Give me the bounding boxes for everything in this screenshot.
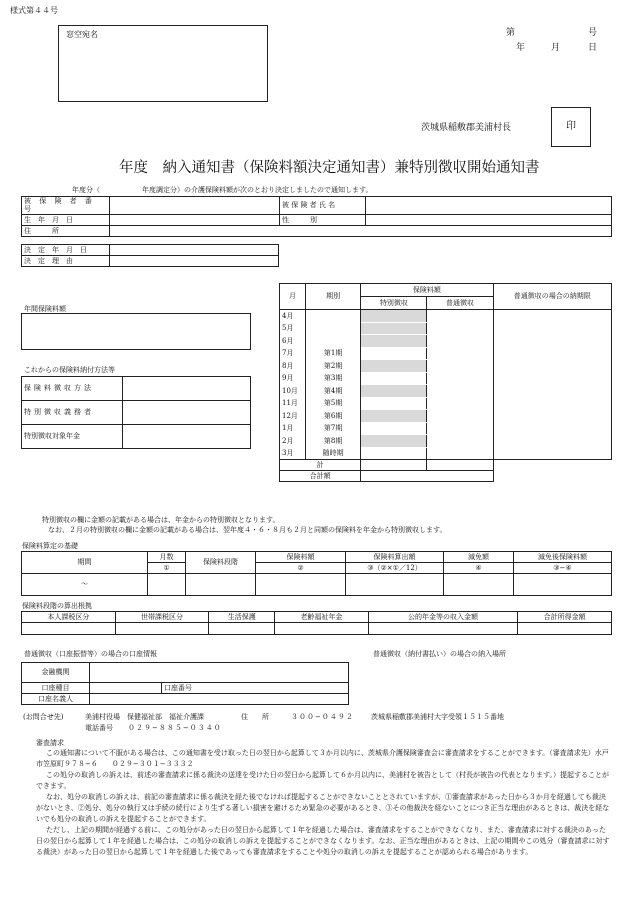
schedule-special-cell <box>361 422 427 435</box>
schedule-period-header: 期別 <box>306 284 361 310</box>
schedule-period: 第4期 <box>306 385 361 398</box>
address-label: 住 所 <box>22 225 110 236</box>
grade-header: 本人課税区分 <box>22 612 116 623</box>
basis-period-value: 〜 <box>22 574 148 596</box>
schedule-row <box>280 397 612 410</box>
method-value-collection <box>123 377 251 401</box>
schedule-total-normal <box>427 460 493 471</box>
method-label-collection: 保険料徴収方法 <box>22 377 123 401</box>
schedule-row <box>280 360 612 373</box>
number-go: 号 <box>588 28 598 38</box>
method-label-pension: 特別徴収対象年金 <box>22 425 123 449</box>
form-number: 様式第４４号 <box>10 6 58 15</box>
schedule-period: 第2期 <box>306 360 361 373</box>
schedule-special-cell <box>361 310 427 323</box>
schedule-month: 7月 <box>280 347 306 360</box>
seal-label: 印 <box>566 121 576 132</box>
grade-header: 老齢福祉年金 <box>275 612 369 623</box>
schedule-normal-cell <box>427 372 493 385</box>
schedule-period: 第8期 <box>306 435 361 448</box>
seal-box <box>551 107 591 147</box>
grade-header: 生活保護 <box>209 612 275 623</box>
schedule-period: 第6期 <box>306 410 361 423</box>
basis-months-header: 月数 <box>148 552 186 563</box>
basis-premium-sub: ② <box>256 563 346 574</box>
date-month: 月 <box>551 43 561 53</box>
schedule-special-cell <box>361 322 427 335</box>
schedule-premium-header: 保険料額 <box>361 284 493 297</box>
schedule-deadline-cell <box>493 347 611 360</box>
insured-name-value <box>366 197 612 215</box>
schedule-month: 6月 <box>280 335 306 348</box>
birth-label: 生 年 月 日 <box>22 214 110 225</box>
sex-label: 性 別 <box>280 214 366 225</box>
insured-info-table <box>21 196 612 237</box>
decision-date-label: 決 定 年 月 日 <box>22 245 110 256</box>
bank-institution-value <box>90 663 349 683</box>
special-note-2: なお、２月の特別徴収の欄に金額の記載がある場合は、翌年度４・６・８月も２月と同額の保険料を年金から特別徴収します。 <box>48 526 447 534</box>
review-heading: 審査請求 <box>36 739 64 747</box>
grade-value <box>209 623 275 635</box>
payplace-heading: 普通徴収（納付書払い）の場合の納入場所 <box>373 650 506 658</box>
schedule-period <box>306 335 361 348</box>
schedule-deadline-cell <box>493 435 611 448</box>
schedule-normal-cell <box>427 310 493 323</box>
basis-calc-header: 保険料算出額 <box>346 552 444 563</box>
bank-institution-label: 金融機関 <box>22 663 90 683</box>
decision-reason-value <box>110 256 279 267</box>
method-value-pension <box>123 425 251 449</box>
basis-grade-header: 保険料段階 <box>186 552 256 574</box>
basis-calc-sub: ③（②×①／12） <box>346 563 444 574</box>
schedule-period: 随時期 <box>306 447 361 460</box>
schedule-normal-cell <box>427 335 493 348</box>
grade-header: 世帯課税区分 <box>115 612 209 623</box>
schedule-period: 第7期 <box>306 422 361 435</box>
grade-header: 公的年金等の収入金額 <box>368 612 517 623</box>
schedule-grand-total-label: 合計額 <box>280 471 361 482</box>
schedule-deadline-cell <box>493 322 611 335</box>
schedule-normal-cell <box>427 410 493 423</box>
schedule-normal-header: 普通徴収 <box>427 297 493 310</box>
date-day: 日 <box>588 43 598 53</box>
schedule-month: 3月 <box>280 447 306 460</box>
schedule-row <box>280 347 612 360</box>
schedule-row <box>280 322 612 335</box>
schedule-normal-cell <box>427 360 493 373</box>
schedule-deadline-cell <box>493 447 611 460</box>
schedule-row <box>280 385 612 398</box>
schedule-normal-cell <box>427 322 493 335</box>
basis-after-header: 減免後保険料額 <box>514 552 612 563</box>
schedule-month: 2月 <box>280 435 306 448</box>
schedule-grand-total-value <box>361 471 493 482</box>
grade-heading: 保険料段階の算出根拠 <box>22 602 92 610</box>
schedule-special-cell <box>361 447 427 460</box>
schedule-row <box>280 410 612 423</box>
window-label: 窓空宛名 <box>66 30 98 39</box>
schedule-period: 第1期 <box>306 347 361 360</box>
schedule-month: 5月 <box>280 322 306 335</box>
schedule-month: 10月 <box>280 385 306 398</box>
schedule-deadline-cell <box>493 360 611 373</box>
schedule-month: 4月 <box>280 310 306 323</box>
schedule-month: 1月 <box>280 422 306 435</box>
contact-label: (お問合せ先) <box>23 713 64 721</box>
schedule-table <box>279 283 612 482</box>
schedule-deadline-cell <box>493 310 611 323</box>
method-value-obligor <box>123 401 251 425</box>
schedule-month: 12月 <box>280 410 306 423</box>
schedule-normal-cell <box>427 447 493 460</box>
schedule-normal-cell <box>427 347 493 360</box>
decision-date-value <box>110 245 279 256</box>
insured-no-value <box>110 197 280 215</box>
bank-account-no-label: 口座番号 <box>164 683 192 692</box>
schedule-special-header: 特別徴収 <box>361 297 427 310</box>
schedule-special-cell <box>361 347 427 360</box>
special-note-1: 特別徴収の欄に金額の記載がある場合は、年金からの特別徴収となります。 <box>42 516 280 524</box>
schedule-period: 第5期 <box>306 397 361 410</box>
schedule-deadline-cell <box>493 385 611 398</box>
method-label-obligor: 特別徴収義務者 <box>22 401 123 425</box>
basis-reduction-sub: ④ <box>444 563 514 574</box>
annual-premium-box <box>21 313 251 350</box>
basis-period-header: 期間 <box>22 552 148 574</box>
schedule-normal-cell <box>427 435 493 448</box>
bank-account-no-cell <box>162 683 349 694</box>
contact-addr-label: 住 所 <box>241 713 269 721</box>
method-table <box>21 376 251 449</box>
schedule-total-label: 計 <box>280 460 361 471</box>
review-paragraph-4: ただし、上記の期間が経過する前に、この処分があった日の翌日から起算して１年を経過した場合は、審査請求をすることができなくなり、また、審査請求に対する裁決のあった日の翌日から起算して１年を経過した場合は、この処分の取消しの訴えを提起することができなくなります。なお、正当な理由があるときは、上記の期間やこの処分（審査請求に対する裁決）があった日の翌日から起算して１年を経過した後であっても審査請求をすることや処分の取消しの訴えを提起することが認められる場合があります。 <box>36 826 610 856</box>
grade-value <box>275 623 369 635</box>
schedule-special-cell <box>361 360 427 373</box>
grade-value <box>22 623 116 635</box>
basis-heading: 保険料算定の基礎 <box>22 542 78 550</box>
schedule-special-cell <box>361 335 427 348</box>
contact-tel-label: 電話番号 <box>85 724 113 732</box>
schedule-month: 8月 <box>280 360 306 373</box>
schedule-deadline-cell <box>493 335 611 348</box>
schedule-special-cell <box>361 410 427 423</box>
contact-zip: ３００−０４９２ <box>291 713 354 721</box>
method-heading: これからの保険料納付方法等 <box>24 366 115 374</box>
insured-name-label: 被 保 険 者 氏 名 <box>280 197 366 215</box>
grade-value <box>518 623 612 635</box>
schedule-row <box>280 447 612 460</box>
basis-table <box>21 551 612 596</box>
schedule-special-cell <box>361 372 427 385</box>
basis-months-sub: ① <box>148 563 186 574</box>
grade-value <box>368 623 517 635</box>
schedule-special-cell <box>361 435 427 448</box>
basis-premium-header: 保険料額 <box>256 552 346 563</box>
schedule-month-header: 月 <box>280 284 306 310</box>
schedule-row <box>280 372 612 385</box>
schedule-deadline-cell <box>493 372 611 385</box>
basis-after-sub: ③−④ <box>514 563 612 574</box>
address-window <box>58 25 268 102</box>
schedule-row <box>280 335 612 348</box>
intro-nendo: 年度分（ <box>72 186 100 194</box>
contact-address: 茨城県稲敷郡美浦村大字受領１５１５番地 <box>371 713 504 721</box>
schedule-normal-cell <box>427 422 493 435</box>
schedule-period <box>306 322 361 335</box>
schedule-month: 9月 <box>280 372 306 385</box>
page-title: 年度 納入通知書（保険料額決定通知書）兼特別徴収開始通知書 <box>119 160 540 176</box>
review-paragraph-3: なお、処分の取消しの訴えは、前記の審査請求に係る裁決を経た後でなければ提起することができないこととされていますが、①審査請求があった日から３か月を経過しても裁決がないとき、②処分、処分の執行又は手続の続行により生ずる著しい損害を避けるため緊急の必要があるとき、③その他裁決を経ないことにつき正当な理由があるときは、裁決を経ないでも処分の取消しの訴えを提起することができます。 <box>36 793 610 823</box>
review-body <box>36 748 612 858</box>
review-paragraph-1: この通知書について不服がある場合は、この通知書を受け取った日の翌日から起算して３か月以内に、茨城県介護保険審査会に審査請求をすることができます。（審査請求先）水戸市笠原町９７８−６ ０２９−３０１−３３３２ <box>36 749 609 768</box>
schedule-deadline-header: 普通徴収の場合の納期限 <box>493 284 611 310</box>
address-value <box>110 225 612 236</box>
basis-reduction-header: 減免額 <box>444 552 514 563</box>
grade-value <box>115 623 209 635</box>
insured-no-label: 被 保 険 者 番 号 <box>22 197 110 215</box>
intro-text: 年度調定分）の介護保険料額が次のとおり決定しましたので通知します。 <box>142 186 373 194</box>
decision-reason-label: 決 定 理 由 <box>22 256 110 267</box>
grade-header: 合計所得金額 <box>518 612 612 623</box>
schedule-total-special <box>361 460 427 471</box>
decision-table <box>21 244 279 267</box>
date-year: 年 <box>516 43 526 53</box>
schedule-normal-cell <box>427 397 493 410</box>
schedule-deadline-cell <box>493 422 611 435</box>
schedule-special-cell <box>361 397 427 410</box>
schedule-deadline-cell <box>493 397 611 410</box>
schedule-period: 第3期 <box>306 372 361 385</box>
number-dai: 第 <box>506 28 516 38</box>
schedule-deadline-cell <box>493 410 611 423</box>
schedule-special-cell <box>361 385 427 398</box>
bank-holder-value <box>90 694 349 705</box>
review-paragraph-2: この処分の取消しの訴えは、前述の審査請求に係る裁決の送達を受けた日の翌日から起算して６か月以内に、美浦村を被告として（村長が被告の代表となります。）提起することができます。 <box>36 771 609 790</box>
contact-tel: ０２９−８８５−０３４０ <box>128 724 222 732</box>
schedule-normal-cell <box>427 385 493 398</box>
issuer: 茨城県稲敷郡美浦村長 <box>421 123 512 133</box>
contact-office: 美浦村役場 保健福祉部 福祉介護課 <box>85 713 204 721</box>
annual-premium-label: 年間保険料額 <box>24 305 66 313</box>
schedule-period <box>306 310 361 323</box>
bank-table <box>21 662 349 705</box>
schedule-month: 11月 <box>280 397 306 410</box>
bank-account-type-label: 口座種目 <box>22 683 90 694</box>
birth-value <box>110 214 280 225</box>
schedule-row <box>280 422 612 435</box>
bank-holder-label: 口座名義人 <box>22 694 90 705</box>
bank-heading: 普通徴収（口座振替等）の場合の口座情報 <box>24 650 157 658</box>
grade-table <box>21 611 612 635</box>
schedule-row <box>280 435 612 448</box>
schedule-row <box>280 310 612 323</box>
bank-account-type-value <box>90 683 162 694</box>
sex-value <box>366 214 612 225</box>
